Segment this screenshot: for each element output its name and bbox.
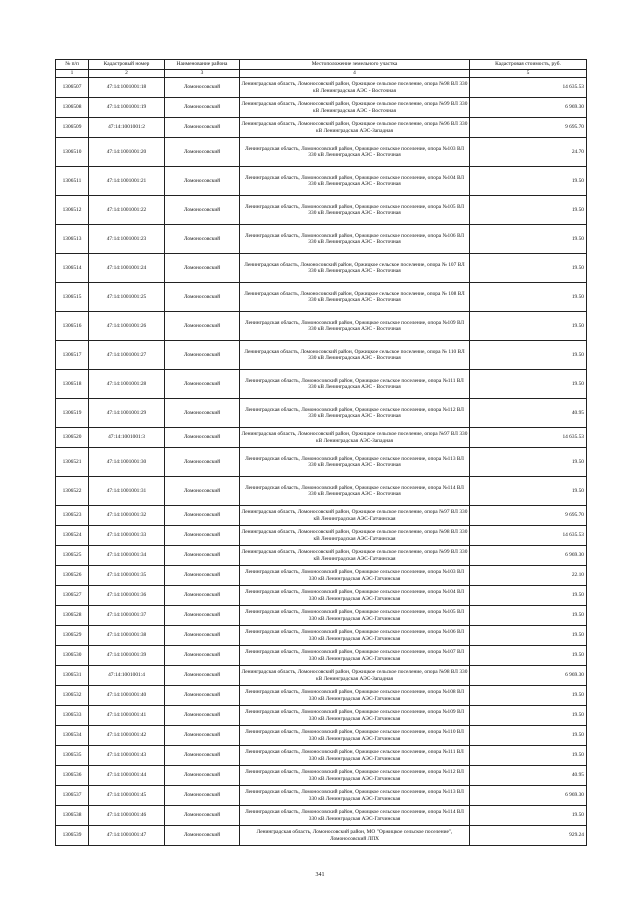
plot-location: Ленинградская область, Ломоносовский район, Оржицкое сельское поселение, опора №103 ВЛ 330 кВ Ленинградская АЭС - Восточная <box>240 138 470 167</box>
plot-location: Ленинградская область, Ломоносовский район, Оржицкое сельское поселение, опора №99 ВЛ 330 кВ Ленинградская АЭС - Восточная <box>240 98 470 118</box>
row-number: 1306527 <box>56 586 89 606</box>
table-row <box>56 118 587 138</box>
plot-location: Ленинградская область, Ломоносовский район, Оржицкое сельское поселение, опора №107 ВЛ 330 кВ Ленинградская АЭС-Гатчинская <box>240 646 470 666</box>
district-name: Ломоносовский <box>165 586 240 606</box>
district-name: Ломоносовский <box>165 138 240 167</box>
plot-location: Ленинградская область, Ломоносовский район, Оржицкое сельское поселение, опора № 107 ВЛ 330 кВ Ленинградская АЭС - Восточная <box>240 254 470 283</box>
cadastral-number: 47:14:1001001:37 <box>89 606 165 626</box>
cadastral-value: 929.24 <box>470 826 587 846</box>
row-number: 1306524 <box>56 526 89 546</box>
table-row <box>56 626 587 646</box>
plot-location: Ленинградская область, Ломоносовский район, МО "Оржицкое сельское поселение", Ломоносовский ЛПХ <box>240 826 470 846</box>
plot-location: Ленинградская область, Ломоносовский район, Оржицкое сельское поселение, опора №113 ВЛ 330 кВ Ленинградская АЭС-Гатчинская <box>240 786 470 806</box>
row-number: 1306522 <box>56 477 89 506</box>
cadastral-number: 47:14:1001001:25 <box>89 283 165 312</box>
cadastral-number: 47:14:1001001:46 <box>89 806 165 826</box>
index-row <box>56 70 587 78</box>
header-num: № п/п <box>56 60 89 70</box>
plot-location: Ленинградская область, Ломоносовский район, Оржицкое сельское поселение, опора №103 ВЛ 330 кВ Ленинградская АЭС-Гатчинская <box>240 566 470 586</box>
cadastral-number: 47:14:1001001:33 <box>89 526 165 546</box>
cadastral-value: 19.50 <box>470 806 587 826</box>
district-name: Ломоносовский <box>165 786 240 806</box>
plot-location: Ленинградская область, Ломоносовский район, Оржицкое сельское поселение, опора №98 ВЛ 330 кВ Ленинградская АЭС - Восточная <box>240 78 470 98</box>
row-number: 1306518 <box>56 370 89 399</box>
cadastral-value: 19.50 <box>470 167 587 196</box>
row-number: 1306507 <box>56 78 89 98</box>
district-name: Ломоносовский <box>165 506 240 526</box>
cadastral-number: 47:14:1001001:24 <box>89 254 165 283</box>
cadastral-number: 47:14:1001001:31 <box>89 477 165 506</box>
cadastral-number: 47:14:1001001:43 <box>89 746 165 766</box>
table-row <box>56 283 587 312</box>
row-number: 1306533 <box>56 706 89 726</box>
row-number: 1306511 <box>56 167 89 196</box>
row-number: 1306510 <box>56 138 89 167</box>
district-name: Ломоносовский <box>165 254 240 283</box>
district-name: Ломоносовский <box>165 686 240 706</box>
cadastral-value: 14 635.53 <box>470 78 587 98</box>
cadastral-value: 14 635.53 <box>470 428 587 448</box>
table-row <box>56 666 587 686</box>
cadastral-value: 19.50 <box>470 706 587 726</box>
district-name: Ломоносовский <box>165 448 240 477</box>
plot-location: Ленинградская область, Ломоносовский район, Оржицкое сельское поселение, опора №114 ВЛ 330 кВ Ленинградская АЭС-Гатчинская <box>240 806 470 826</box>
plot-location: Ленинградская область, Ломоносовский район, Оржицкое сельское поселение, опора №111 ВЛ 330 кВ Ленинградская АЭС-Гатчинская <box>240 746 470 766</box>
cadastral-value: 14 635.53 <box>470 526 587 546</box>
district-name: Ломоносовский <box>165 225 240 254</box>
district-name: Ломоносовский <box>165 283 240 312</box>
row-number: 1306519 <box>56 399 89 428</box>
cadastral-value: 6 969.30 <box>470 98 587 118</box>
plot-location: Ленинградская область, Ломоносовский район, Оржицкое сельское поселение, опора №98 ВЛ 330 кВ Ленинградская АЭС-Гатчинская <box>240 526 470 546</box>
district-name: Ломоносовский <box>165 399 240 428</box>
cadastral-value: 40.95 <box>470 766 587 786</box>
table-row <box>56 370 587 399</box>
cadastral-number: 47:14:1001001:18 <box>89 78 165 98</box>
cadastral-value: 19.50 <box>470 626 587 646</box>
cadastral-value: 6 969.30 <box>470 786 587 806</box>
cadastral-number: 47:14:1001001:39 <box>89 646 165 666</box>
cadastral-number: 47:14:1001001:28 <box>89 370 165 399</box>
district-name: Ломоносовский <box>165 806 240 826</box>
plot-location: Ленинградская область, Ломоносовский район, Оржицкое сельское поселение, опора №112 ВЛ 330 кВ Ленинградская АЭС-Гатчинская <box>240 766 470 786</box>
cadastral-value: 19.50 <box>470 586 587 606</box>
row-number: 1306508 <box>56 98 89 118</box>
cadastral-value: 19.50 <box>470 448 587 477</box>
cadastral-number: 47:14:1001001:45 <box>89 786 165 806</box>
table-row <box>56 167 587 196</box>
plot-location: Ленинградская область, Ломоносовский район, Оржицкое сельское поселение, опора №112 ВЛ 330 кВ Ленинградская АЭС - Восточная <box>240 399 470 428</box>
table-row <box>56 726 587 746</box>
cadastral-value: 19.50 <box>470 225 587 254</box>
cadastral-number: 47:14:1001001:4 <box>89 666 165 686</box>
table-row <box>56 506 587 526</box>
cadastral-value: 19.50 <box>470 254 587 283</box>
row-number: 1306532 <box>56 686 89 706</box>
cadastral-number: 47:14:1001001:20 <box>89 138 165 167</box>
plot-location: Ленинградская область, Ломоносовский район, Оржицкое сельское поселение, опора №96 ВЛ 330 кВ Ленинградская АЭС-Западная <box>240 118 470 138</box>
cadastral-value: 19.50 <box>470 746 587 766</box>
header-value: Кадастровая стоимость, руб. <box>470 60 587 70</box>
cadastral-number: 47:14:1001001:40 <box>89 686 165 706</box>
cadastral-value: 24.70 <box>470 138 587 167</box>
header-district: Наименование района <box>165 60 240 70</box>
table-row <box>56 196 587 225</box>
cadastral-number: 47:14:1001001:23 <box>89 225 165 254</box>
cadastral-table <box>55 59 587 846</box>
row-number: 1306538 <box>56 806 89 826</box>
cadastral-value: 19.50 <box>470 686 587 706</box>
table-row <box>56 138 587 167</box>
index-cell: 4 <box>240 70 470 78</box>
district-name: Ломоносовский <box>165 196 240 225</box>
row-number: 1306535 <box>56 746 89 766</box>
district-name: Ломоносовский <box>165 826 240 846</box>
cadastral-value: 19.50 <box>470 477 587 506</box>
district-name: Ломоносовский <box>165 526 240 546</box>
plot-location: Ленинградская область, Ломоносовский район, Оржицкое сельское поселение, опора №104 ВЛ 330 кВ Ленинградская АЭС - Восточная <box>240 167 470 196</box>
plot-location: Ленинградская область, Ломоносовский район, Оржицкое сельское поселение, опора №105 ВЛ 330 кВ Ленинградская АЭС - Восточная <box>240 196 470 225</box>
table-row <box>56 448 587 477</box>
row-number: 1306539 <box>56 826 89 846</box>
plot-location: Ленинградская область, Ломоносовский район, Оржицкое сельское поселение, опора №113 ВЛ 330 кВ Ленинградская АЭС - Восточная <box>240 448 470 477</box>
district-name: Ломоносовский <box>165 726 240 746</box>
cadastral-number: 47:14:1001001:19 <box>89 98 165 118</box>
table-row <box>56 312 587 341</box>
row-number: 1306517 <box>56 341 89 370</box>
cadastral-number: 47:14:1001001:30 <box>89 448 165 477</box>
cadastral-number: 47:14:1001001:2 <box>89 118 165 138</box>
cadastral-value: 19.50 <box>470 283 587 312</box>
header-cadastral: Кадастровый номер <box>89 60 165 70</box>
plot-location: Ленинградская область, Ломоносовский район, Оржицкое сельское поселение, опора № 108 ВЛ 330 кВ Ленинградская АЭС - Восточная <box>240 283 470 312</box>
cadastral-value: 22.10 <box>470 566 587 586</box>
cadastral-number: 47:14:1001001:32 <box>89 506 165 526</box>
row-number: 1306525 <box>56 546 89 566</box>
cadastral-number: 47:14:1001001:34 <box>89 546 165 566</box>
row-number: 1306528 <box>56 606 89 626</box>
district-name: Ломоносовский <box>165 428 240 448</box>
row-number: 1306521 <box>56 448 89 477</box>
cadastral-value: 9 695.70 <box>470 118 587 138</box>
index-cell: 5 <box>470 70 587 78</box>
cadastral-value: 9 695.70 <box>470 506 587 526</box>
cadastral-value: 40.95 <box>470 399 587 428</box>
cadastral-value: 19.50 <box>470 606 587 626</box>
plot-location: Ленинградская область, Ломоносовский район, Оржицкое сельское поселение, опора №111 ВЛ 330 кВ Ленинградская АЭС - Восточная <box>240 370 470 399</box>
table-row <box>56 341 587 370</box>
plot-location: Ленинградская область, Ломоносовский район, Оржицкое сельское поселение, опора №97 ВЛ 330 кВ Ленинградская АЭС-Западная <box>240 428 470 448</box>
district-name: Ломоносовский <box>165 766 240 786</box>
district-name: Ломоносовский <box>165 706 240 726</box>
table-row <box>56 566 587 586</box>
row-number: 1306509 <box>56 118 89 138</box>
table-row <box>56 225 587 254</box>
district-name: Ломоносовский <box>165 606 240 626</box>
table-row <box>56 254 587 283</box>
table-row <box>56 606 587 626</box>
plot-location: Ленинградская область, Ломоносовский район, Оржицкое сельское поселение, опора №108 ВЛ 330 кВ Ленинградская АЭС-Гатчинская <box>240 686 470 706</box>
cadastral-value: 6 969.30 <box>470 546 587 566</box>
plot-location: Ленинградская область, Ломоносовский район, Оржицкое сельское поселение, опора №104 ВЛ 330 кВ Ленинградская АЭС-Гатчинская <box>240 586 470 606</box>
row-number: 1306526 <box>56 566 89 586</box>
table-row <box>56 78 587 98</box>
cadastral-number: 47:14:1001001:26 <box>89 312 165 341</box>
row-number: 1306523 <box>56 506 89 526</box>
district-name: Ломоносовский <box>165 98 240 118</box>
table-row <box>56 806 587 826</box>
row-number: 1306516 <box>56 312 89 341</box>
district-name: Ломоносовский <box>165 566 240 586</box>
table-row <box>56 786 587 806</box>
plot-location: Ленинградская область, Ломоносовский район, Оржицкое сельское поселение, опора №105 ВЛ 330 кВ Ленинградская АЭС-Гатчинская <box>240 606 470 626</box>
table-row <box>56 477 587 506</box>
table-row <box>56 706 587 726</box>
cadastral-number: 47:14:1001001:35 <box>89 566 165 586</box>
table-row <box>56 766 587 786</box>
row-number: 1306537 <box>56 786 89 806</box>
district-name: Ломоносовский <box>165 477 240 506</box>
row-number: 1306536 <box>56 766 89 786</box>
row-number: 1306514 <box>56 254 89 283</box>
plot-location: Ленинградская область, Ломоносовский район, Оржицкое сельское поселение, опора №98 ВЛ 330 кВ Ленинградская АЭС-Западная <box>240 666 470 686</box>
cadastral-number: 47:14:1001001:27 <box>89 341 165 370</box>
plot-location: Ленинградская область, Ломоносовский район, Оржицкое сельское поселение, опора №110 ВЛ 330 кВ Ленинградская АЭС-Гатчинская <box>240 726 470 746</box>
cadastral-number: 47:14:1001001:21 <box>89 167 165 196</box>
cadastral-value: 19.50 <box>470 196 587 225</box>
row-number: 1306529 <box>56 626 89 646</box>
plot-location: Ленинградская область, Ломоносовский район, Оржицкое сельское поселение, опора №97 ВЛ 330 кВ Ленинградская АЭС-Гатчинская <box>240 506 470 526</box>
cadastral-number: 47:14:1001001:29 <box>89 399 165 428</box>
district-name: Ломоносовский <box>165 666 240 686</box>
cadastral-value: 19.50 <box>470 646 587 666</box>
district-name: Ломоносовский <box>165 312 240 341</box>
cadastral-value: 19.50 <box>470 341 587 370</box>
district-name: Ломоносовский <box>165 370 240 399</box>
table-row <box>56 826 587 846</box>
table-row <box>56 526 587 546</box>
row-number: 1306534 <box>56 726 89 746</box>
plot-location: Ленинградская область, Ломоносовский район, Оржицкое сельское поселение, опора № 110 ВЛ 330 кВ Ленинградская АЭС - Восточная <box>240 341 470 370</box>
district-name: Ломоносовский <box>165 746 240 766</box>
row-number: 1306515 <box>56 283 89 312</box>
district-name: Ломоносовский <box>165 78 240 98</box>
table-row <box>56 98 587 118</box>
district-name: Ломоносовский <box>165 626 240 646</box>
header-row <box>56 60 587 70</box>
row-number: 1306520 <box>56 428 89 448</box>
plot-location: Ленинградская область, Ломоносовский район, Оржицкое сельское поселение, опора №114 ВЛ 330 кВ Ленинградская АЭС - Восточная <box>240 477 470 506</box>
table-row <box>56 746 587 766</box>
row-number: 1306512 <box>56 196 89 225</box>
page-number: 341 <box>315 872 325 878</box>
header-location: Местоположение земельного участка <box>240 60 470 70</box>
row-number: 1306530 <box>56 646 89 666</box>
plot-location: Ленинградская область, Ломоносовский район, Оржицкое сельское поселение, опора №106 ВЛ 330 кВ Ленинградская АЭС-Гатчинская <box>240 626 470 646</box>
index-cell: 1 <box>56 70 89 78</box>
cadastral-number: 47:14:1001001:42 <box>89 726 165 746</box>
plot-location: Ленинградская область, Ломоносовский район, Оржицкое сельское поселение, опора №109 ВЛ 330 кВ Ленинградская АЭС-Гатчинская <box>240 706 470 726</box>
row-number: 1306513 <box>56 225 89 254</box>
index-cell: 3 <box>165 70 240 78</box>
cadastral-number: 47:14:1001001:38 <box>89 626 165 646</box>
plot-location: Ленинградская область, Ломоносовский район, Оржицкое сельское поселение, опора №109 ВЛ 330 кВ Ленинградская АЭС - Восточная <box>240 312 470 341</box>
table-body <box>56 78 587 846</box>
cadastral-value: 19.50 <box>470 312 587 341</box>
cadastral-number: 47:14:1001001:36 <box>89 586 165 606</box>
plot-location: Ленинградская область, Ломоносовский район, Оржицкое сельское поселение, опора №99 ВЛ 330 кВ Ленинградская АЭС-Гатчинская <box>240 546 470 566</box>
table-row <box>56 428 587 448</box>
table-row <box>56 686 587 706</box>
table-row <box>56 546 587 566</box>
district-name: Ломоносовский <box>165 118 240 138</box>
cadastral-number: 47:14:1001001:22 <box>89 196 165 225</box>
cadastral-number: 47:14:1001001:41 <box>89 706 165 726</box>
table-row <box>56 646 587 666</box>
district-name: Ломоносовский <box>165 546 240 566</box>
table-row <box>56 399 587 428</box>
cadastral-number: 47:14:1001001:3 <box>89 428 165 448</box>
index-cell: 2 <box>89 70 165 78</box>
cadastral-value: 19.50 <box>470 726 587 746</box>
table-row <box>56 586 587 606</box>
district-name: Ломоносовский <box>165 646 240 666</box>
plot-location: Ленинградская область, Ломоносовский район, Оржицкое сельское поселение, опора №106 ВЛ 330 кВ Ленинградская АЭС - Восточная <box>240 225 470 254</box>
cadastral-value: 6 969.30 <box>470 666 587 686</box>
cadastral-value: 19.50 <box>470 370 587 399</box>
cadastral-number: 47:14:1001001:47 <box>89 826 165 846</box>
cadastral-number: 47:14:1001001:44 <box>89 766 165 786</box>
district-name: Ломоносовский <box>165 341 240 370</box>
district-name: Ломоносовский <box>165 167 240 196</box>
document-page <box>55 59 586 846</box>
row-number: 1306531 <box>56 666 89 686</box>
